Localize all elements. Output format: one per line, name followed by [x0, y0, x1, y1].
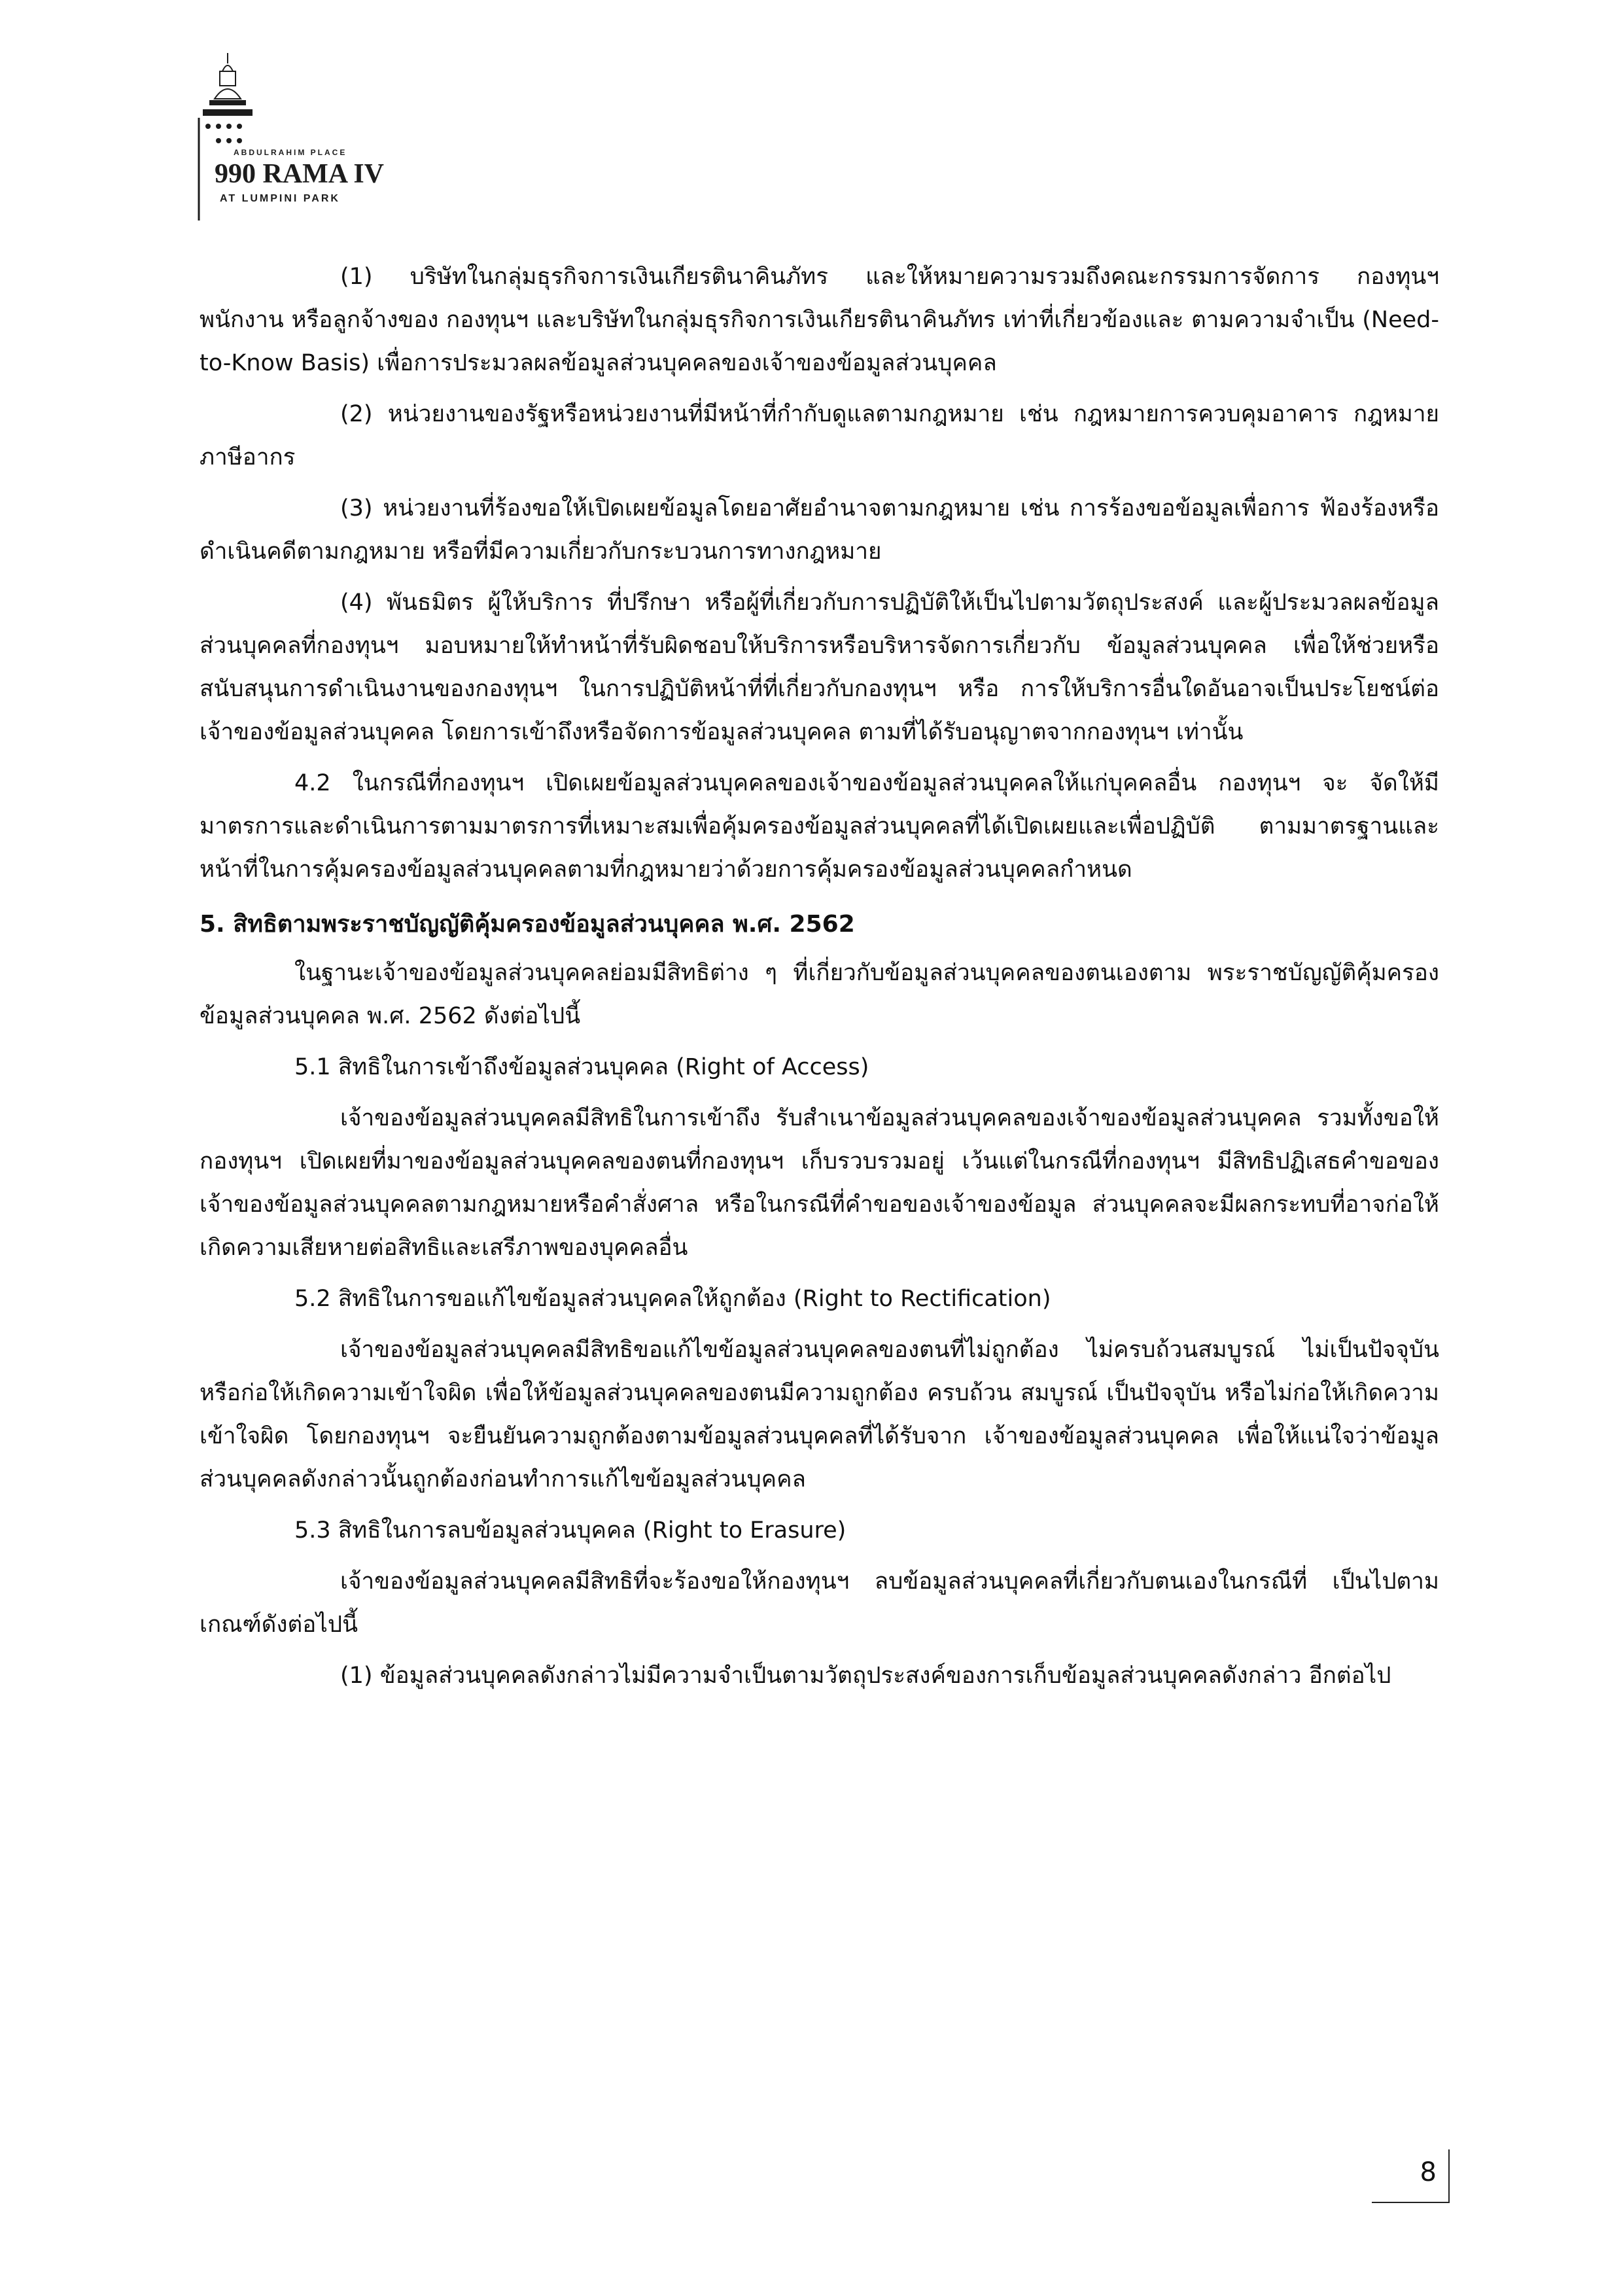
paragraph: เจ้าของข้อมูลส่วนบุคคลมีสิทธิขอแก้ไขข้อมูลส่วนบุคคลของตนที่ไม่ถูกต้อง ไม่ครบถ้วนสมบูรณ์ ไม่เป็นปัจจุบัน หรือก่อให้เกิดความเข้าใจผิด เพื่อให้ข้อมูลส่วนบุคคลของตนมีความถูกต้อง ครบถ้วน สมบูรณ์ เป็นปัจจุบัน หรือไม่ก่อให้เกิดความเข้าใจผิด โดยกองทุนฯ จะยืนยันความถูกต้องตามข้อมูลส่วนบุคคลที่ได้รับจาก เจ้าของข้อมูลส่วนบุคคล เพื่อให้แน่ใจว่าข้อมูลส่วนบุคคลดังกล่าวนั้นถูกต้องก่อนทำการแก้ไขข้อมูลส่วนบุคคล — [200, 1337, 1439, 1492]
page-number: 8 — [1420, 2157, 1437, 2187]
paragraph: (2) หน่วยงานของรัฐหรือหน่วยงานที่มีหน้าที่กำกับดูแลตามกฎหมาย เช่น กฎหมายการควบคุมอาคาร กฎหมายภาษีอากร — [200, 401, 1439, 470]
logo-tagline: ABDULRAHIM PLACE — [234, 148, 347, 157]
subsection-heading: 5.2 สิทธิในการขอแก้ไขข้อมูลส่วนบุคคลให้ถูกต้อง (Right to Rectification) — [294, 1286, 1051, 1312]
section-heading: 5. สิทธิตามพระราชบัญญัติคุ้มครองข้อมูลส่วนบุคคล พ.ศ. 2562 — [200, 911, 855, 938]
paragraph: (1) ข้อมูลส่วนบุคคลดังกล่าวไม่มีความจำเป็นตามวัตถุประสงค์ของการเก็บข้อมูลส่วนบุคคลดังกล่าว อีกต่อไป — [340, 1663, 1391, 1689]
paragraph: (1) บริษัทในกลุ่มธุรกิจการเงินเกียรตินาคินภัทร และให้หมายความรวมถึงคณะกรรมการจัดการ กองทุนฯ พนักงาน หรือลูกจ้างของ กองทุนฯ และบริษัทในกลุ่มธุรกิจการเงินเกียรตินาคินภัทร เท่าที่เกี่ยวข้องและ ตามความจำเป็น (Need-to-Know Basis) เพื่อการประมวลผลข้อมูลส่วนบุคคลของเจ้าของข้อมูลส่วนบุคคล — [200, 264, 1439, 376]
paragraph: 4.2 ในกรณีที่กองทุนฯ เปิดเผยข้อมูลส่วนบุคคลของเจ้าของข้อมูลส่วนบุคคลให้แก่บุคคลอื่น กองทุนฯ จะ จัดให้มีมาตรการและดำเนินการตามมาตรการที่เหมาะสมเพื่อคุ้มครองข้อมูลส่วนบุคคลที่ได้เปิดเผยและเพื่อปฏิบัติ ตามมาตรฐานและหน้าที่ในการคุ้มครองข้อมูลส่วนบุคคลตามที่กฎหมายว่าด้วยการคุ้มครองข้อมูลส่วนบุคคลกำหนด — [200, 770, 1439, 883]
paragraph: (3) หน่วยงานที่ร้องขอให้เปิดเผยข้อมูลโดยอาศัยอำนาจตามกฎหมาย เช่น การร้องขอข้อมูลเพื่อการ ฟ้องร้องหรือดำเนินคดีตามกฎหมาย หรือที่มีความเกี่ยวกับกระบวนการทางกฎหมาย — [200, 495, 1439, 565]
company-logo — [196, 49, 412, 226]
paragraph: เจ้าของข้อมูลส่วนบุคคลมีสิทธิที่จะร้องขอให้กองทุนฯ ลบข้อมูลส่วนบุคคลที่เกี่ยวกับตนเองในกรณีที่ เป็นไปตามเกณฑ์ดังต่อไปนี้ — [200, 1568, 1439, 1638]
logo-subtitle: AT LUMPINI PARK — [220, 193, 340, 204]
subsection-heading: 5.3 สิทธิในการลบข้อมูลส่วนบุคคล (Right to Erasure) — [294, 1517, 846, 1544]
page-number-box — [1372, 2149, 1450, 2203]
logo-title: 990 RAMA IV — [215, 159, 384, 189]
document-body — [200, 255, 1439, 1705]
paragraph: ในฐานะเจ้าของข้อมูลส่วนบุคคลย่อมมีสิทธิต่าง ๆ ที่เกี่ยวกับข้อมูลส่วนบุคคลของตนเองตาม พระราชบัญญัติคุ้มครองข้อมูลส่วนบุคคล พ.ศ. 2562 ดังต่อไปนี้ — [200, 960, 1439, 1029]
paragraph: (4) พันธมิตร ผู้ให้บริการ ที่ปรึกษา หรือผู้ที่เกี่ยวกับการปฏิบัติให้เป็นไปตามวัตถุประสงค์ และผู้ประมวลผลข้อมูลส่วนบุคคลที่กองทุนฯ มอบหมายให้ทำหน้าที่รับผิดชอบให้บริการหรือบริหารจัดการเกี่ยวกับ ข้อมูลส่วนบุคคล เพื่อให้ช่วยหรือสนับสนุนการดำเนินงานของกองทุนฯ ในการปฏิบัติหน้าที่ที่เกี่ยวกับกองทุนฯ หรือ การให้บริการอื่นใดอันอาจเป็นประโยชน์ต่อเจ้าของข้อมูลส่วนบุคคล โดยการเข้าถึงหรือจัดการข้อมูลส่วนบุคคล ตามที่ได้รับอนุญาตจากกองทุนฯ เท่านั้น — [200, 590, 1439, 745]
paragraph: เจ้าของข้อมูลส่วนบุคคลมีสิทธิในการเข้าถึง รับสำเนาข้อมูลส่วนบุคคลของเจ้าของข้อมูลส่วนบุคคล รวมทั้งขอให้กองทุนฯ เปิดเผยที่มาของข้อมูลส่วนบุคคลของตนที่กองทุนฯ เก็บรวบรวมอยู่ เว้นแต่ในกรณีที่กองทุนฯ มีสิทธิปฏิเสธคำขอของเจ้าของข้อมูลส่วนบุคคลตามกฎหมายหรือคำสั่งศาล หรือในกรณีที่คำขอของเจ้าของข้อมูล ส่วนบุคคลจะมีผลกระทบที่อาจก่อให้เกิดความเสียหายต่อสิทธิและเสรีภาพของบุคคลอื่น — [200, 1105, 1439, 1261]
subsection-heading: 5.1 สิทธิในการเข้าถึงข้อมูลส่วนบุคคล (Right of Access) — [294, 1054, 869, 1080]
